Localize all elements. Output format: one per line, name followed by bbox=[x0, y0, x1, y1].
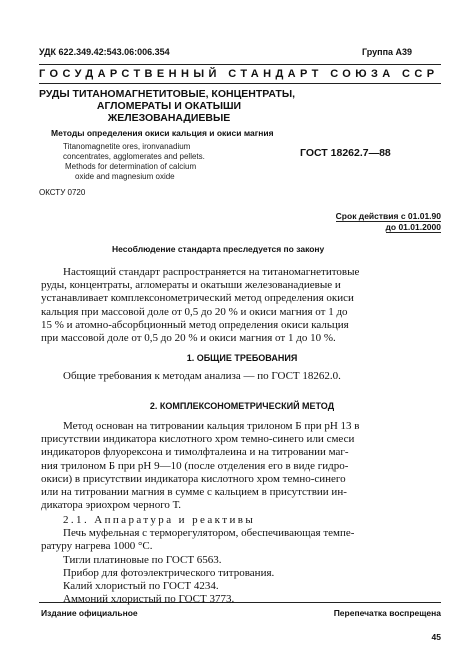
official-edition: Издание официальное bbox=[41, 608, 138, 618]
validity-to: до 01.01.2000 bbox=[385, 222, 441, 232]
section-1-line: Общие требования к методам анализа — по ГОСТ 18262.0. bbox=[63, 370, 341, 382]
equipment-item: Калий хлористый по ГОСТ 4234. bbox=[63, 580, 219, 593]
equipment-item: Прибор для фотоэлектрического титрования. bbox=[63, 566, 275, 579]
legal-notice: Несоблюдение стандарта преследуется по закону bbox=[112, 244, 325, 254]
intro-line: устанавливает комплексонометрический метод определения окиси bbox=[41, 292, 354, 305]
header-rule bbox=[39, 83, 441, 84]
title-line: ЖЕЛЕЗОВАНАДИЕВЫЕ bbox=[107, 112, 231, 124]
validity-from: Срок действия с 01.01.90 bbox=[335, 211, 441, 221]
validity-period bbox=[301, 211, 441, 233]
section-2-line: или на титровании магния в сумме с кальцием в присутствии ин- bbox=[41, 486, 347, 499]
equipment-item: Печь муфельная с терморегулятором, обеспечивающая темпе- bbox=[63, 527, 355, 540]
section-1-text bbox=[41, 370, 443, 383]
section-1-heading: 1. ОБЩИЕ ТРЕБОВАНИЯ bbox=[186, 353, 298, 363]
gost-number: ГОСТ 18262.7—88 bbox=[300, 147, 391, 159]
equipment-item: ратуру нагрева 1000 °С. bbox=[41, 540, 153, 553]
english-title bbox=[63, 142, 283, 182]
sub-heading: 2.1. Аппаратура и реактивы bbox=[63, 514, 256, 526]
standard-name: ГОСУДАРСТВЕННЫЙ СТАНДАРТ СОЮЗА ССР bbox=[39, 68, 439, 80]
intro-line: Настоящий стандарт распространяется на титаномагнетитовые bbox=[63, 266, 360, 278]
equipment-item: Тигли платиновые по ГОСТ 6563. bbox=[63, 553, 222, 566]
section-2-line: Метод основан на титровании кальция трилоном Б при рН 13 в bbox=[63, 420, 360, 432]
intro-paragraph bbox=[41, 266, 443, 345]
section-2-line: ния трилоном Б при рН 9—10 (после отделения его в виде гидро- bbox=[41, 459, 349, 472]
okstu-code: ОКСТУ 0720 bbox=[39, 188, 86, 197]
top-rule bbox=[39, 64, 441, 65]
intro-line: при массовой доле от 0,5 до 20 % и окиси магния от 1 до 10 %. bbox=[41, 332, 336, 345]
section-2-line: окиси) в присутствии индикатора кислотного хром темно-синего bbox=[41, 472, 346, 485]
section-2-line: присутствии индикатора кислотного хром темно-синего или смеси bbox=[41, 433, 355, 446]
title-line: АГЛОМЕРАТЫ И ОКАТЫШИ bbox=[96, 100, 242, 112]
english-title-line: Titanomagnetite ores, ironvanadium bbox=[63, 142, 191, 151]
english-title-line: Methods for determination of calcium bbox=[65, 162, 197, 171]
section-2-heading: 2. КОМПЛЕКСОНОМЕТРИЧЕСКИЙ МЕТОД bbox=[149, 401, 335, 411]
section-2-paragraph bbox=[41, 420, 443, 512]
section-2-line: индикаторов флуорексона и тимолфталеина и на титровании маг- bbox=[41, 446, 349, 459]
equipment-item: Аммоний хлористый по ГОСТ 3773. bbox=[63, 593, 235, 606]
english-title-line: concentrates, agglomerates and pellets. bbox=[63, 152, 205, 161]
equipment-list bbox=[41, 514, 443, 606]
page-number: 45 bbox=[431, 632, 441, 642]
section-2-line: дикатора эриохром черного Т. bbox=[41, 499, 182, 512]
intro-line: руды, концентраты, агломераты и окатыши железованадиевые и bbox=[41, 279, 341, 292]
udk-code: УДК 622.349.42:543.06:006.354 bbox=[39, 47, 170, 57]
group-code: Группа А39 bbox=[362, 47, 413, 57]
title-line: РУДЫ ТИТАНОМАГНЕТИТОВЫЕ, КОНЦЕНТРАТЫ, bbox=[39, 88, 296, 100]
document-title bbox=[39, 88, 299, 124]
footer-rule bbox=[39, 602, 441, 603]
intro-line: кальция при массовой доле от 0,5 до 20 % и окиси магния от 1 до bbox=[41, 305, 348, 318]
intro-line: 15 % и атомно-абсорбционный метод определения окиси кальция bbox=[41, 318, 349, 331]
english-title-line: oxide and magnesium oxide bbox=[75, 172, 175, 181]
method-title: Методы определения окиси кальция и окиси магния bbox=[51, 128, 274, 138]
reprint-notice: Перепечатка воспрещена bbox=[333, 608, 441, 618]
